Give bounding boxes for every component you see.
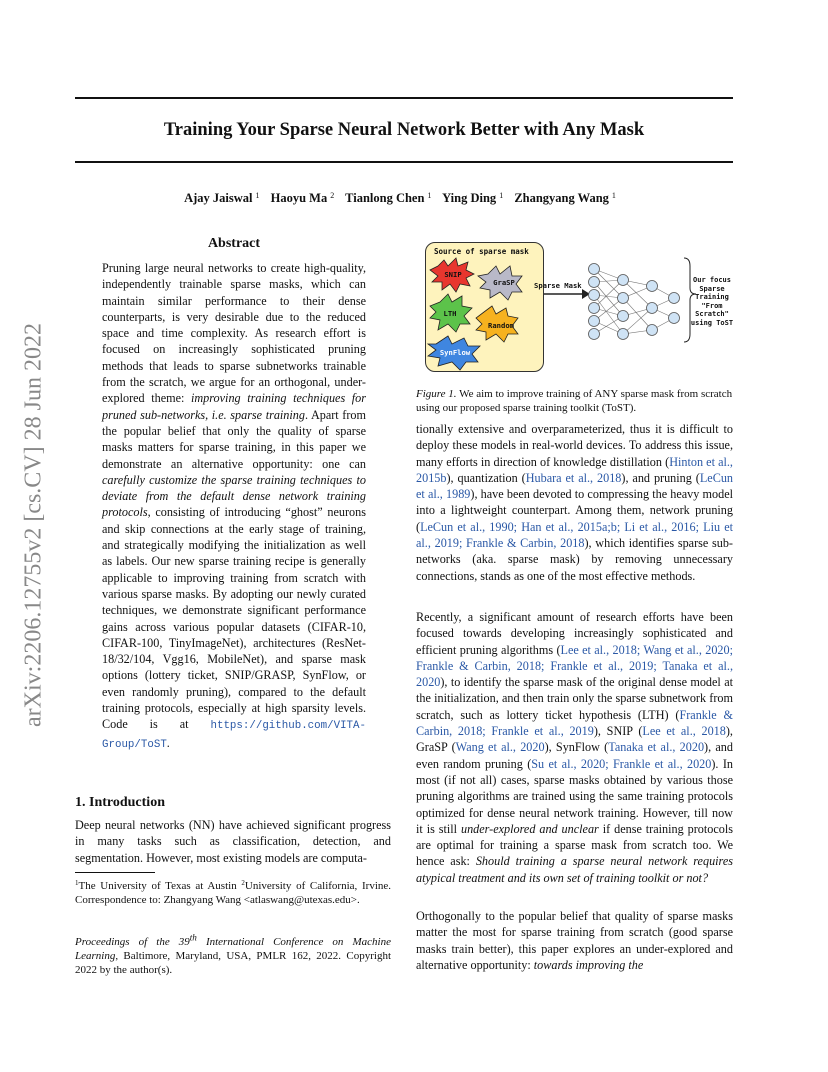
body-emphasis: Should training a sparse neural network requires atypical treatment and its own set of training toolkit or not? xyxy=(416,854,733,885)
focus-label xyxy=(687,276,737,327)
footnote-text: The University of Texas at Austin xyxy=(78,880,242,892)
focus-line: Our focus xyxy=(693,276,731,284)
body-text: ), which identifies sparse sub-networks (aka. sparse mask) by removing unnecessary connections, stands as one of the most effective methods. xyxy=(416,536,733,583)
paper-title: Training Your Sparse Neural Network Better with Any Mask xyxy=(163,120,645,140)
author-name: Haoyu Ma xyxy=(270,191,328,205)
abstract-text: Pruning large neural networks to create high-quality, independently trainable sparse masks, which can maintain similar performance to their dense counterparts, is very desirable due to the reduced space and time complexity. As research effort is focused on increasingly sophisticated pruning methods that leads to sparse subnetworks trainable from the scratch, we argue for an orthogonal, under-explored theme: xyxy=(102,261,366,406)
method-snip: SNIP xyxy=(444,270,462,279)
author-affil: 1 xyxy=(499,191,504,200)
proceedings-text: Proceedings of the 39 xyxy=(75,935,190,948)
mask-source-label: Source of sparse mask xyxy=(434,247,529,256)
author-list xyxy=(75,191,733,206)
right-paragraph-2 xyxy=(416,609,733,886)
proceedings-note xyxy=(75,930,391,977)
author-name: Zhangyang Wang xyxy=(514,191,609,205)
author-affil: 2 xyxy=(330,191,335,200)
footnote-mark: 2 xyxy=(241,879,245,887)
proceedings-text: , Baltimore, Maryland, USA, PMLR 162, 2022. Copyright 2022 by the author(s). xyxy=(75,949,391,976)
body-emphasis: under-explored and unclear xyxy=(460,821,599,836)
focus-line: using ToST xyxy=(690,318,734,327)
right-paragraph-1 xyxy=(416,421,733,584)
body-emphasis: towards improving the xyxy=(533,957,644,972)
abstract-emphasis: carefully customize the sparse training techniques to deviate from the default dense network training protocols xyxy=(102,472,366,520)
author-name: Ying Ding xyxy=(442,191,497,205)
body-text: Recently, a significant amount of research efforts have been focused towards developing increasingly sophisticated and efficient pruning algorithms ( xyxy=(416,610,733,657)
author-affil: 1 xyxy=(255,191,260,200)
abstract-text: , consisting of introducing “ghost” neurons and skip connections at the early stage of training, and strategically modifying the initialization as well as labels. Our new sparse training recipe is generally applicable to improving training from scratch with various sparse masks. By adopting our newly curated techniques, we demonstrate significant performance gains across various popular datasets (CIFAR-10, CIFAR-100, TinyImageNet), architectures (ResNet-18/32/104, Vgg16, MobileNet), and sparse mask options (lottery ticket, SNIP/GRASP, SynFlow, or even randomly pruning), compared to the default training protocols, especially at high sparsity levels. Code is at xyxy=(102,505,366,732)
intro-heading: 1. Introduction xyxy=(75,795,165,810)
body-text: ), to identify the sparse mask of the original dense model at the initialization, and then train only the sparse subnetwork from scratch, such as lottery ticket hypothesis (LTH) ( xyxy=(416,675,733,722)
focus-line: Training xyxy=(695,293,729,301)
title-rule-top xyxy=(75,97,733,99)
citation-link[interactable]: LeCun et al., 1989 xyxy=(416,470,734,502)
body-text: ), and even random pruning ( xyxy=(416,740,733,771)
title-rule-bottom xyxy=(75,161,733,163)
caption-label: Figure 1. xyxy=(416,388,457,400)
citation-link[interactable]: Tanaka et al., 2020 xyxy=(608,740,705,755)
method-grasp: GraSP xyxy=(493,278,515,287)
citation-link[interactable]: Su et al., 2020; Frankle et al., 2020 xyxy=(531,756,712,771)
body-text: ), SNIP ( xyxy=(593,724,643,739)
focus-line: "From xyxy=(701,301,723,310)
abstract-body xyxy=(102,260,366,753)
figure-caption xyxy=(416,387,733,415)
citation-link[interactable]: Hinton et al., 2015b xyxy=(416,454,733,485)
abstract-text: . Apart from the popular belief that only the quality of sparse masks matters for sparse training, in this paper we demonstrate an alternative opportunity: one can xyxy=(102,407,366,471)
citation-link[interactable]: Lee et al., 2018; Wang et al., 2020; Frankle & Carbin, 2018; Frankle et al., 2019; Tanaka et al., 2020 xyxy=(416,642,733,690)
method-random: Random xyxy=(488,321,514,330)
body-text: ), GraSP ( xyxy=(416,724,733,755)
author-name: Tianlong Chen xyxy=(345,191,425,205)
focus-line: Sparse xyxy=(699,284,725,293)
body-text: ), have been devoted to compressing the heavy model into a lightweight counterpart. Among them, network pruning ( xyxy=(416,487,734,534)
citation-link[interactable]: Wang et al., 2020 xyxy=(455,740,545,755)
proceedings-text: International Conference on Machine Learning xyxy=(75,935,391,962)
body-text: ), quantization ( xyxy=(446,470,526,485)
arxiv-id: arXiv:2206.12755v2 [cs.CV] 28 Jun 2022 xyxy=(20,323,47,727)
body-text: Orthogonally to the popular belief that quality of sparse masks matter the most for sparse training from scratch (good sparse masks train better), this paper explores an under-explored and alternative opportunity: xyxy=(416,909,733,972)
citation-link[interactable]: Frankle & Carbin, 2018; Frankle et al., 2019 xyxy=(416,707,733,739)
citation-link[interactable]: Lee et al., 2018 xyxy=(642,724,726,739)
method-synflow: SynFlow xyxy=(439,348,471,357)
author-name: Ajay Jaiswal xyxy=(184,191,253,205)
citation-link[interactable]: LeCun et al., 1990; Han et al., 2015a;b; Li et al., 2016; Liu et al., 2019; Frankle & Carbin, 2018 xyxy=(416,519,733,551)
body-text: ). In most (if not all) cases, sparse masks obtained by various those pruning algorithms are trained using the same training protocols optimized for dense neural network training. However, till now it is still xyxy=(416,756,733,836)
abstract-emphasis: improving training techniques for pruned sub-networks, i.e. sparse training xyxy=(102,391,367,422)
sparse-mask-label: Sparse Mask xyxy=(534,281,582,290)
body-text: ), SynFlow ( xyxy=(544,740,609,755)
caption-text: We aim to improve training of ANY sparse mask from scratch using our proposed sparse training toolkit (ToST). xyxy=(416,388,733,414)
body-text: ), and pruning ( xyxy=(621,470,700,485)
method-lth: LTH xyxy=(443,309,457,318)
author-affil: 1 xyxy=(427,191,432,200)
abstract-heading: Abstract xyxy=(207,236,261,251)
citation-link[interactable]: Hubara et al., 2018 xyxy=(525,470,622,485)
abstract-text: . xyxy=(166,735,170,750)
figure-1 xyxy=(418,236,734,376)
footnote-text: University of California, Irvine. Correspondence to: Zhangyang Wang <atlaswang@utexas.edu>. xyxy=(75,880,392,906)
footnote-mark: 1 xyxy=(75,879,79,887)
author-affil: 1 xyxy=(611,191,616,200)
proceedings-sup: th xyxy=(189,932,197,942)
body-text: if dense training protocols are optimal for training a sparse mask from scratch too. We hence ask: xyxy=(416,821,733,869)
right-paragraph-3 xyxy=(416,908,733,973)
body-text: tionally extensive and overparameterized, thus it is difficult to deploy these models in real-world devices. To address this issue, many efforts in direction of knowledge distillation ( xyxy=(416,422,733,469)
focus-line: Scratch" xyxy=(695,310,729,318)
footnote-rule xyxy=(75,872,155,873)
intro-body: Deep neural networks (NN) have achieved significant progress in many tasks such as classification, detection, and segmentation. However, most existing models are computa- xyxy=(75,818,391,865)
affiliation-footnote xyxy=(75,876,391,907)
arxiv-sidebar-stamp xyxy=(14,290,54,760)
code-link[interactable]: https://github.com/VITA-Group/ToST xyxy=(102,720,366,751)
